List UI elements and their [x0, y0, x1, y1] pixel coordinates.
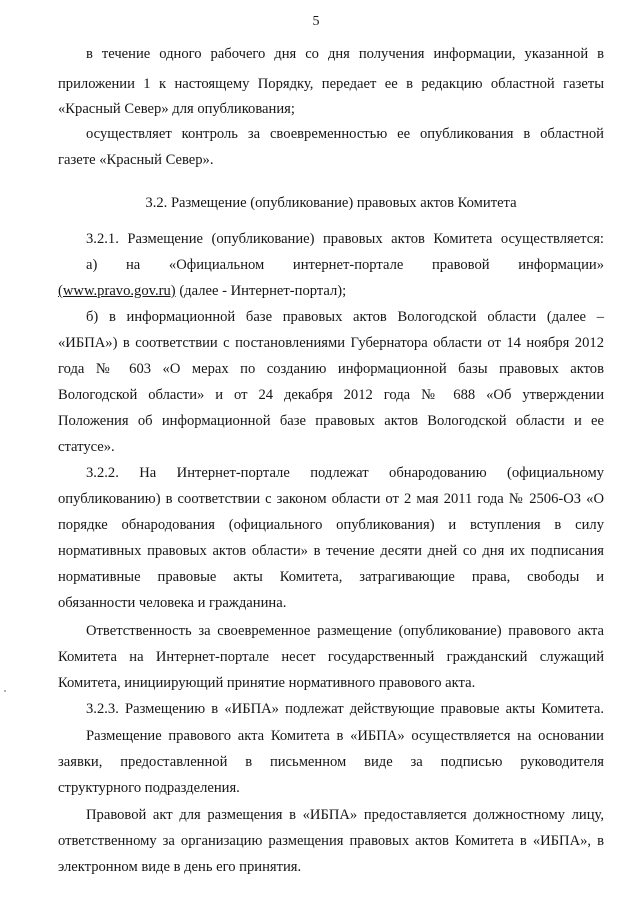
text-line: «ИБПА») в соответствии с постановлениями Губернатора области от 14 ноября 2012 [58, 335, 604, 351]
text-line: 3.2.1. Размещение (опубликование) правовых актов Комитета осуществляется: [86, 231, 604, 247]
text-line: опубликованию) в соответствии с законом области от 2 мая 2011 года № 2506-ОЗ «О [58, 491, 604, 507]
text-line: 3.2.2. На Интернет-портале подлежат обнародованию (официальному [86, 465, 604, 481]
text-line: осуществляет контроль за своевременностью ее опубликования в областной [86, 126, 604, 142]
text-line: структурного подразделения. [58, 780, 240, 796]
scan-speck [4, 690, 6, 692]
text-line: ответственному за организацию размещения правовых актов Комитета в «ИБПА», в [58, 833, 604, 849]
text-line: электронном виде в день его принятия. [58, 859, 302, 875]
section-heading: 3.2. Размещение (опубликование) правовых актов Комитета [145, 195, 517, 211]
text-line: заявки, предоставленной в письменном виде за подписью руководителя [58, 754, 604, 770]
text-line: порядке обнародования (официального опубликования) и вступления в силу [58, 517, 604, 533]
text-line: Правовой акт для размещения в «ИБПА» предоставляется должностному лицу, [86, 807, 604, 823]
text-line: статусе». [58, 439, 115, 455]
text-line: газете «Красный Север». [58, 152, 214, 168]
pravo-link[interactable]: (www.pravo.gov.ru) [58, 283, 176, 299]
text-line: Ответственность за своевременное размещение (опубликование) правового акта [86, 623, 604, 639]
text-line: нормативные правовые акты Комитета, затрагивающие права, свободы и [58, 569, 604, 585]
text-line: обязанности человека и гражданина. [58, 595, 287, 611]
text-line: 3.2.3. Размещению в «ИБПА» подлежат действующие правовые акты Комитета. [86, 701, 604, 717]
text-line: Размещение правового акта Комитета в «ИБПА» осуществляется на основании [86, 728, 604, 744]
text-line: года № 603 «О мерах по созданию информационной базы правовых актов [58, 361, 604, 377]
text-line: Комитета, инициирующий принятие нормативного правового акта. [58, 675, 476, 691]
text-line: приложении 1 к настоящему Порядку, передает ее в редакцию областной газеты [58, 76, 604, 92]
text-line: а) на «Официальном интернет-портале правовой информации» [86, 257, 604, 273]
page-number: 5 [312, 14, 320, 29]
text-line: в течение одного рабочего дня со дня получения информации, указанной в [86, 46, 604, 62]
text-line [58, 281, 604, 301]
text-line: Положения об информационной базе правовых актов Вологодской области и ее [58, 413, 604, 429]
link-rest: (далее - Интернет-портал); [175, 283, 347, 299]
text-line: «Красный Север» для опубликования; [58, 101, 295, 117]
text-line: Вологодской области» и от 24 декабря 2012 года № 688 «Об утверждении [58, 387, 604, 403]
text-line: нормативных правовых актов области» в течение десяти дней со дня их подписания [58, 543, 604, 559]
text-line: б) в информационной базе правовых актов Вологодской области (далее – [86, 309, 604, 325]
text-line: Комитета на Интернет-портале несет государственный гражданский служащий [58, 649, 604, 665]
